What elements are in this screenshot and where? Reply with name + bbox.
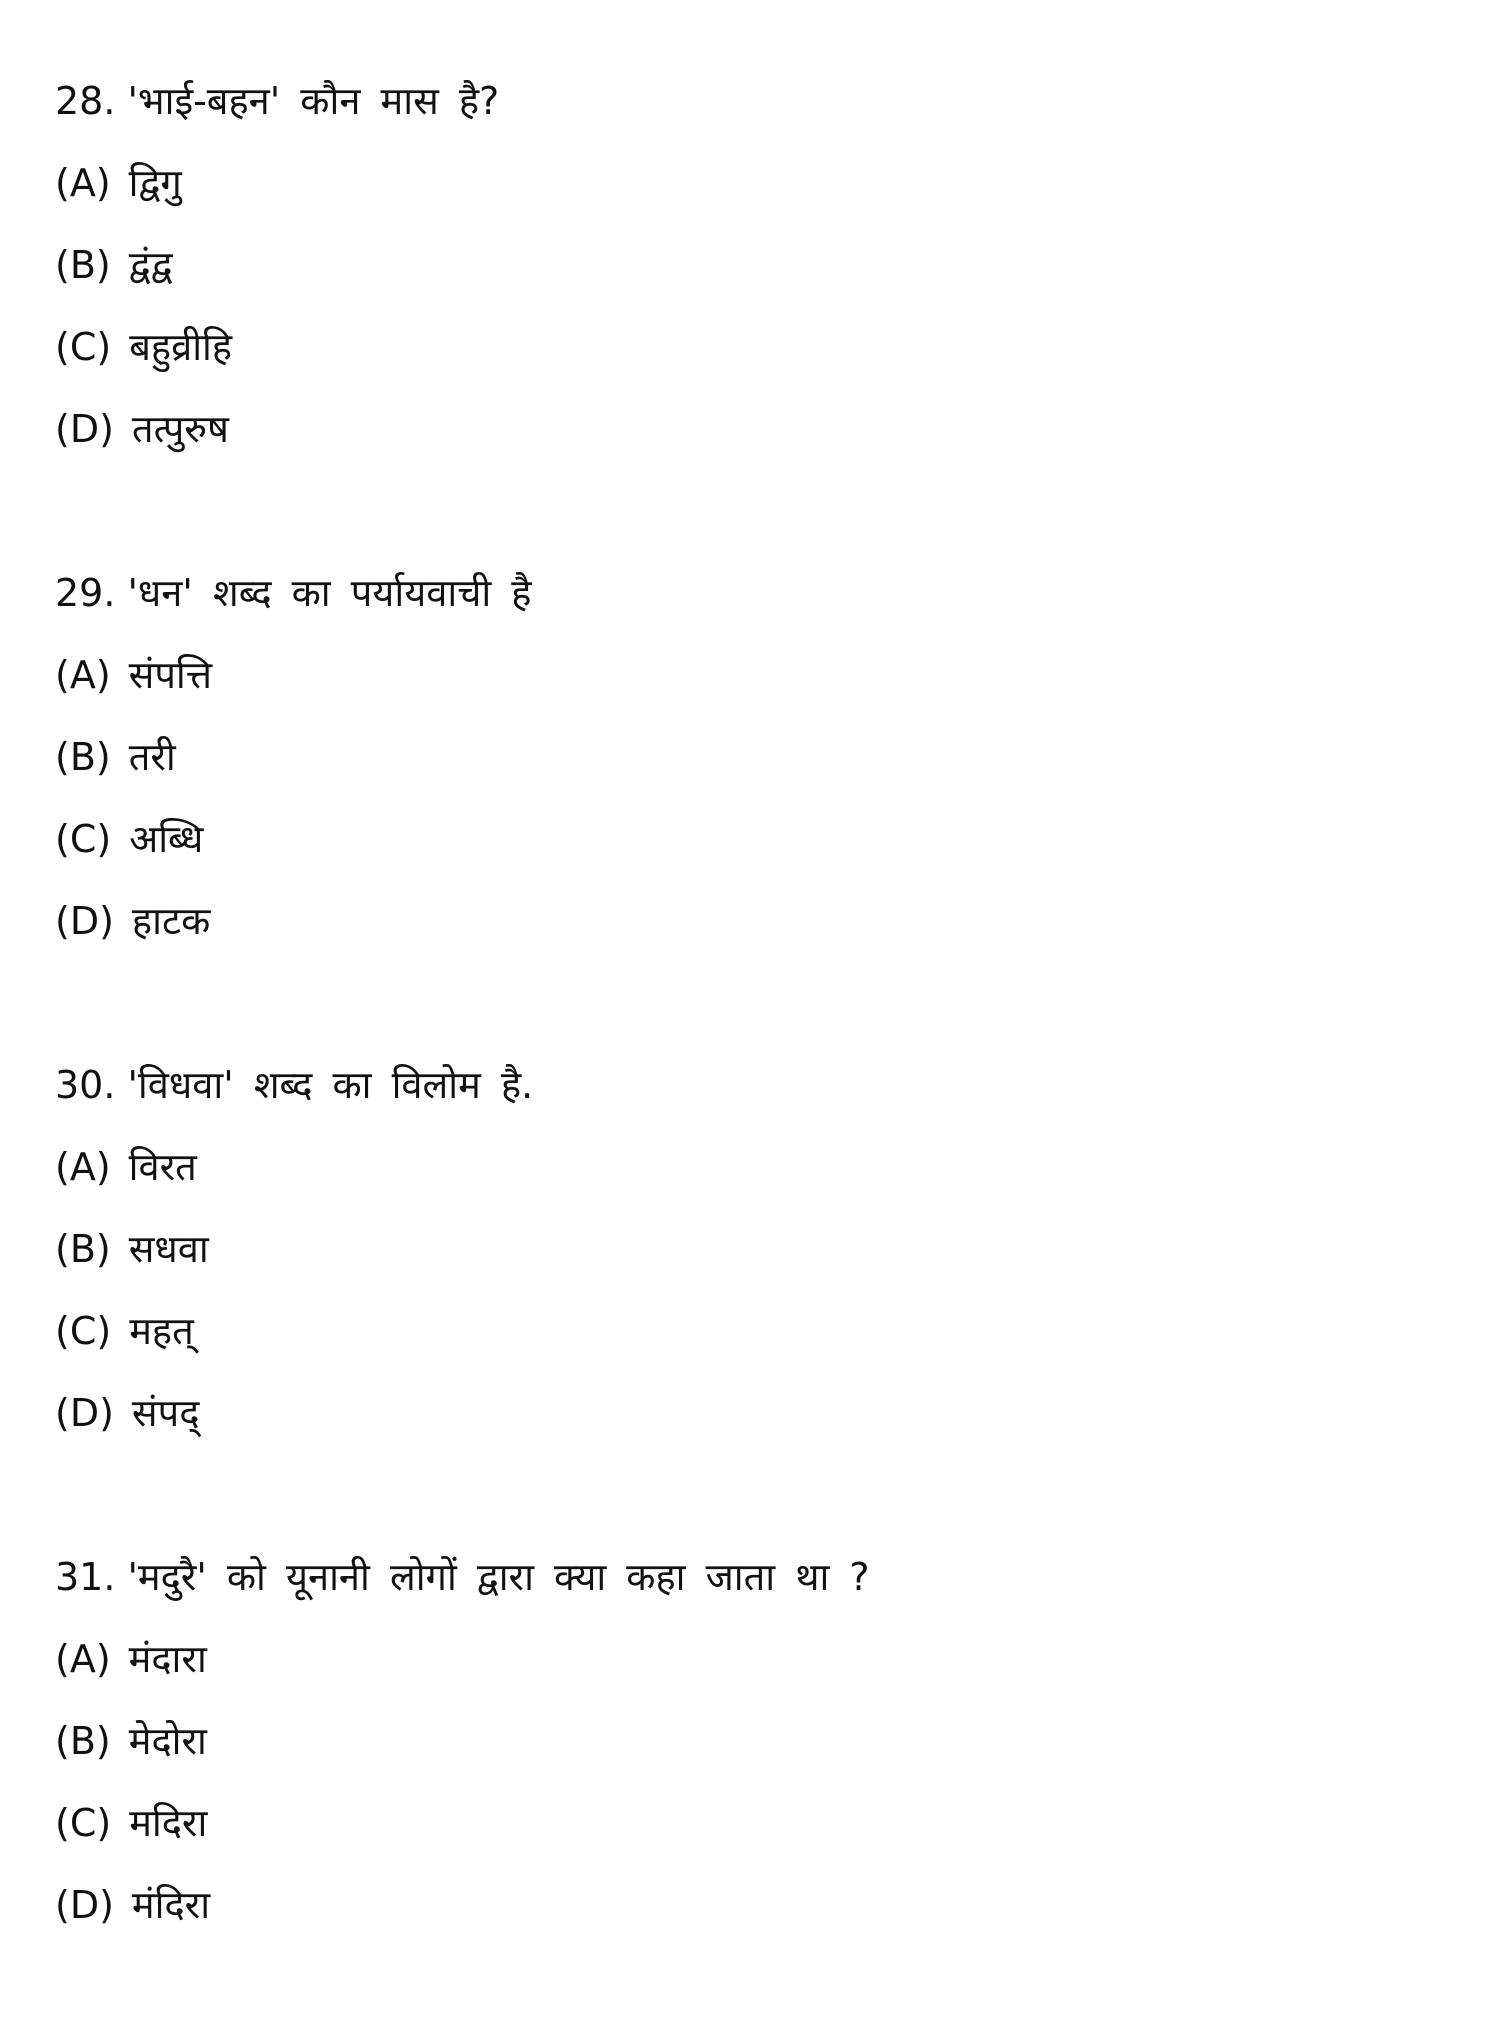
option-letter: (C)	[55, 1801, 112, 1845]
option-text: महत्	[129, 1309, 194, 1353]
question-29	[55, 552, 1455, 962]
option-a[interactable]	[55, 1126, 1455, 1208]
question-text: 'भाई-बहन' कौन मास है?	[127, 79, 500, 123]
option-letter: (B)	[55, 243, 111, 287]
option-letter: (D)	[55, 1883, 114, 1927]
option-text: हाटक	[131, 899, 211, 943]
option-letter: (D)	[55, 899, 114, 943]
option-d[interactable]	[55, 1864, 1455, 1946]
option-c[interactable]	[55, 1290, 1455, 1372]
option-letter: (A)	[55, 161, 111, 205]
option-letter: (D)	[55, 407, 114, 451]
option-text: संपद्	[131, 1391, 200, 1435]
option-letter: (B)	[55, 1719, 111, 1763]
option-a[interactable]	[55, 142, 1455, 224]
option-letter: (B)	[55, 1227, 111, 1271]
option-b[interactable]	[55, 1700, 1455, 1782]
option-text: संपत्ति	[128, 653, 213, 697]
option-text: मंदारा	[128, 1637, 207, 1681]
question-number: 31.	[55, 1555, 116, 1599]
option-c[interactable]	[55, 1782, 1455, 1864]
option-letter: (D)	[55, 1391, 114, 1435]
question-text-line	[55, 552, 1455, 634]
question-text: 'विधवा' शब्द का विलोम है.	[127, 1063, 534, 1107]
option-d[interactable]	[55, 1372, 1455, 1454]
option-b[interactable]	[55, 716, 1455, 798]
question-31	[55, 1536, 1455, 1946]
option-text: तरी	[128, 735, 176, 779]
option-text: मेदोरा	[128, 1719, 207, 1763]
option-letter: (B)	[55, 735, 111, 779]
option-letter: (C)	[55, 1309, 112, 1353]
option-b[interactable]	[55, 224, 1455, 306]
question-number: 28.	[55, 79, 116, 123]
option-b[interactable]	[55, 1208, 1455, 1290]
question-28	[55, 60, 1455, 470]
option-letter: (A)	[55, 1145, 111, 1189]
option-text: अब्धि	[129, 817, 204, 861]
option-text: बहुव्रीहि	[129, 325, 233, 369]
option-text: तत्पुरुष	[131, 407, 229, 451]
question-number: 29.	[55, 571, 116, 615]
question-text: 'मदुरै' को यूनानी लोगों द्वारा क्या कहा जाता था ?	[127, 1555, 870, 1599]
option-text: मदिरा	[129, 1801, 208, 1845]
question-text-line	[55, 60, 1455, 142]
option-text: द्विगु	[128, 161, 182, 205]
option-letter: (A)	[55, 653, 111, 697]
question-text: 'धन' शब्द का पर्यायवाची है	[127, 571, 532, 615]
question-number: 30.	[55, 1063, 116, 1107]
option-text: मंदिरा	[131, 1883, 211, 1927]
option-text: विरत	[128, 1145, 197, 1189]
option-c[interactable]	[55, 306, 1455, 388]
option-a[interactable]	[55, 1618, 1455, 1700]
option-d[interactable]	[55, 880, 1455, 962]
option-letter: (A)	[55, 1637, 111, 1681]
option-c[interactable]	[55, 798, 1455, 880]
option-text: सधवा	[128, 1227, 209, 1271]
option-text: द्वंद्व	[128, 243, 173, 287]
question-30	[55, 1044, 1455, 1454]
option-d[interactable]	[55, 388, 1455, 470]
option-a[interactable]	[55, 634, 1455, 716]
option-letter: (C)	[55, 325, 112, 369]
question-text-line	[55, 1536, 1455, 1618]
option-letter: (C)	[55, 817, 112, 861]
question-text-line	[55, 1044, 1455, 1126]
